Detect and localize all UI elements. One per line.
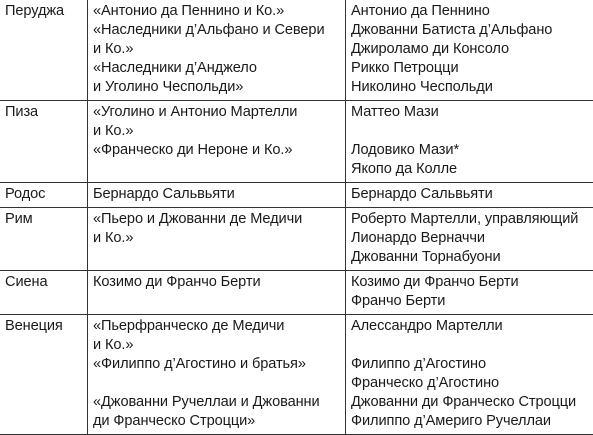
city-cell — [0, 208, 88, 271]
company-cell — [88, 0, 346, 101]
person-line: Козимо ди Франчо Берти — [351, 273, 589, 292]
person-line: Филиппо д’Агостино — [351, 355, 589, 374]
people-cell — [346, 183, 593, 208]
company-line: и Ко.» — [93, 336, 341, 355]
people-cell — [346, 315, 593, 435]
blank-line — [93, 160, 341, 179]
table-row — [0, 208, 593, 271]
person-line: Маттео Мази — [351, 103, 589, 122]
company-line: Бернардо Сальвьяти — [93, 185, 341, 204]
table-row — [0, 271, 593, 315]
person-line: Алессандро Мартелли — [351, 317, 589, 336]
city-cell — [0, 183, 88, 208]
person-line: Лодовико Мази* — [351, 141, 589, 160]
person-line — [351, 122, 589, 141]
company-line: и Ко.» — [93, 229, 341, 248]
company-line: «Филиппо д’Агостино и братья» — [93, 355, 341, 374]
person-line: Джованни ди Франческо Строцци — [351, 393, 589, 412]
person-line: Лионардо Верначчи — [351, 229, 589, 248]
company-line: «Пьерфранческо де Медичи — [93, 317, 341, 336]
person-line: Рикко Петроцци — [351, 59, 589, 78]
table-row — [0, 101, 593, 183]
people-cell — [346, 101, 593, 183]
company-line: и Уголино Чеспольди» — [93, 78, 341, 97]
table-row — [0, 315, 593, 435]
person-line: Николино Чеспольди — [351, 78, 589, 97]
city-cell — [0, 271, 88, 315]
person-line: Джованни Батиста д’Альфано — [351, 21, 589, 40]
city-name: Родос — [5, 185, 83, 204]
person-line: Антонио да Пеннино — [351, 2, 589, 21]
person-line: Франческо д’Агостино — [351, 374, 589, 393]
people-cell — [346, 271, 593, 315]
company-line: «Наследники д’Анджело — [93, 59, 341, 78]
company-line: «Антонио да Пеннино и Ко.» — [93, 2, 341, 21]
company-line: ди Франческо Строцци» — [93, 412, 341, 431]
city-cell — [0, 0, 88, 101]
person-line — [351, 336, 589, 355]
company-line: «Джованни Ручеллаи и Джованни — [93, 393, 341, 412]
person-line: Роберто Мартелли, управляющий — [351, 210, 589, 229]
table-row — [0, 183, 593, 208]
company-line — [93, 374, 341, 393]
person-line: Джироламо ди Консоло — [351, 40, 589, 59]
company-cell — [88, 315, 346, 435]
people-cell — [346, 0, 593, 101]
person-line: Бернардо Сальвьяти — [351, 185, 589, 204]
person-line: Франчо Берти — [351, 292, 589, 311]
company-cell — [88, 208, 346, 271]
person-line: Филиппо д’Америго Ручеллаи — [351, 412, 589, 431]
company-line: и Ко.» — [93, 40, 341, 59]
person-line: Джованни Торнабуони — [351, 248, 589, 267]
person-line: Якопо да Колле — [351, 160, 589, 179]
city-cell — [0, 315, 88, 435]
company-cell — [88, 183, 346, 208]
company-line: Козимо ди Франчо Берти — [93, 273, 341, 292]
company-line: «Наследники д’Альфано и Севери — [93, 21, 341, 40]
table-row — [0, 0, 593, 101]
city-name: Сиена — [5, 273, 83, 292]
company-line: и Ко.» — [93, 122, 341, 141]
company-line: «Пьеро и Джованни де Медичи — [93, 210, 341, 229]
city-cell — [0, 101, 88, 183]
company-line: «Уголино и Антонио Мартелли — [93, 103, 341, 122]
city-name: Рим — [5, 210, 83, 229]
city-name: Перуджа — [5, 2, 83, 21]
company-cell — [88, 271, 346, 315]
company-line: «Франческо ди Нероне и Ко.» — [93, 141, 341, 160]
city-name: Пиза — [5, 103, 83, 122]
people-cell — [346, 208, 593, 271]
city-name: Венеция — [5, 317, 83, 336]
company-cell — [88, 101, 346, 183]
